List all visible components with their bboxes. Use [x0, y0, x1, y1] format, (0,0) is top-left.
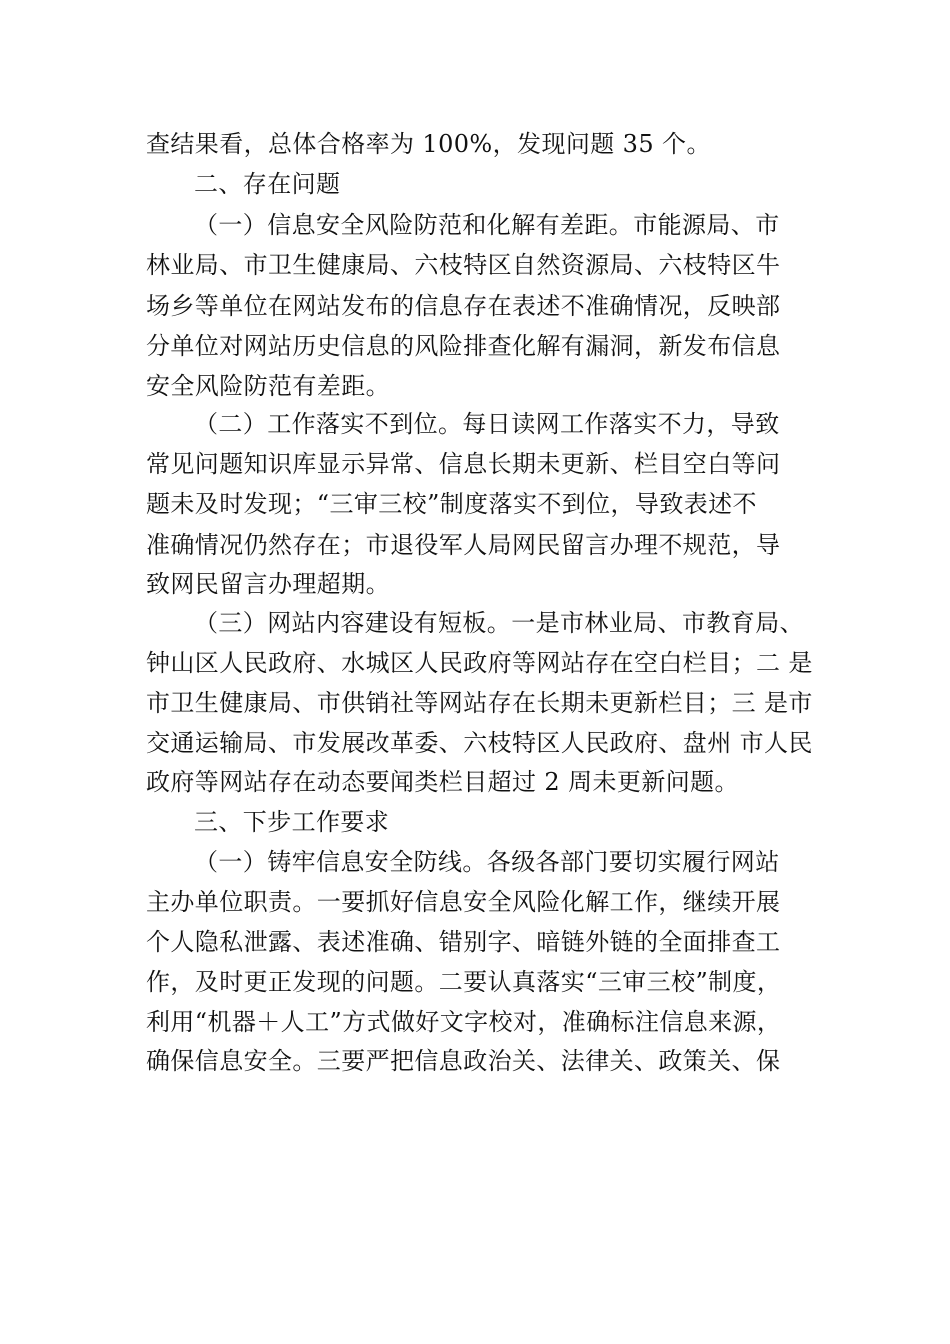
body-text-line: 市卫生健康局、市供销社等网站存在长期未更新栏目；三 是市 — [146, 689, 813, 717]
body-text-line: 个人隐私泄露、表述准确、错别字、暗链外链的全面排查工 — [146, 928, 781, 956]
body-text-line: 查结果看，总体合格率为 100%，发现问题 35 个。 — [146, 130, 711, 158]
body-text-line: 林业局、市卫生健康局、六枝特区自然资源局、六枝特区牛 — [146, 251, 781, 279]
paragraph-first-line: （二）工作落实不到位。每日读网工作落实不力，导致 — [194, 410, 780, 438]
section-heading: 二、存在问题 — [194, 170, 341, 198]
body-text-line: 常见问题知识库显示异常、信息长期未更新、栏目空白等问 — [146, 450, 781, 478]
body-text-line: 政府等网站存在动态要闻类栏目超过 2 周未更新问题。 — [146, 768, 739, 796]
body-text-line: 交通运输局、市发展改革委、六枝特区人民政府、盘州 市人民 — [146, 729, 813, 757]
paragraph-first-line: （一）信息安全风险防范和化解有差距。市能源局、市 — [194, 211, 780, 239]
section-heading: 三、下步工作要求 — [194, 808, 390, 836]
body-text-line: 准确情况仍然存在；市退役军人局网民留言办理不规范，导 — [146, 531, 781, 559]
paragraph-first-line: （一）铸牢信息安全防线。各级各部门要切实履行网站 — [194, 848, 780, 876]
paragraph-first-line: （三）网站内容建设有短板。一是市林业局、市教育局、 — [194, 609, 804, 637]
body-text-line: 主办单位职责。一要抓好信息安全风险化解工作，继续开展 — [146, 888, 781, 916]
body-text-line: 场乡等单位在网站发布的信息存在表述不准确情况，反映部 — [146, 292, 781, 320]
body-text-line: 确保信息安全。三要严把信息政治关、法律关、政策关、保 — [146, 1047, 781, 1075]
body-text-line: 利用“机器＋人工”方式做好文字校对，准确标注信息来源， — [146, 1008, 782, 1036]
body-text-line: 题未及时发现；“三审三校”制度落实不到位，导致表述不 — [146, 490, 757, 518]
body-text-line: 安全风险防范有差距。 — [146, 372, 390, 400]
body-text-line: 致网民留言办理超期。 — [146, 570, 390, 598]
body-text-line: 分单位对网站历史信息的风险排查化解有漏洞，新发布信息 — [146, 332, 781, 360]
body-text-line: 钟山区人民政府、水城区人民政府等网站存在空白栏目；二 是 — [146, 649, 813, 677]
body-text-line: 作，及时更正发现的问题。二要认真落实“三审三校”制度， — [146, 968, 782, 996]
